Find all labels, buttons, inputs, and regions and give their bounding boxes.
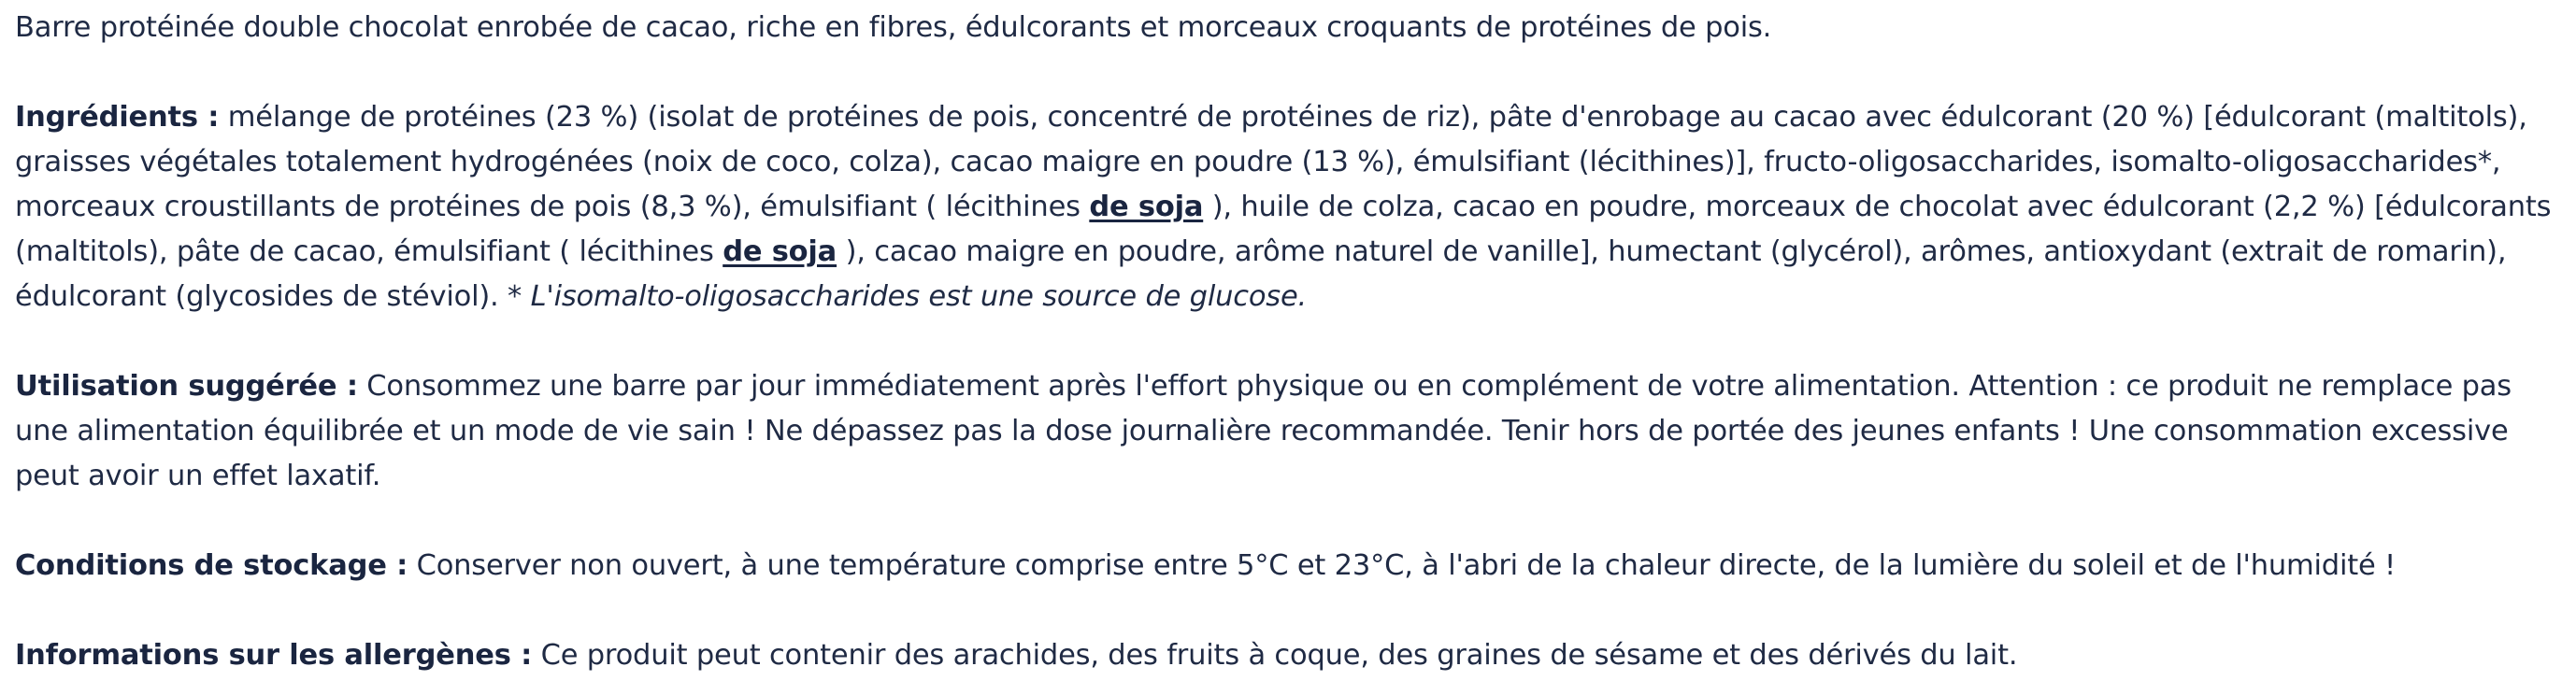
intro-text: Barre protéinée double chocolat enrobée de cacao, riche en fibres, édulcorants et morceaux croquants de protéines de pois.	[15, 11, 1772, 44]
intro-paragraph	[15, 6, 2572, 50]
product-description	[15, 6, 2572, 678]
ingredients-text: ), huile de colza, cacao en poudre, morceaux de chocolat avec édulcorant (2,2 %) [édulcorants (maltitols), pâte de cacao, émulsifiant ( lécithines	[15, 191, 2552, 268]
allergen-highlight-soja: de soja	[1089, 191, 1204, 223]
ingredients-paragraph	[15, 95, 2572, 319]
ingredients-label: Ingrédients :	[15, 101, 220, 134]
ingredients-text: ), cacao maigre en poudre, arôme naturel de vanille], humectant (glycérol), arômes, antioxydant (extrait de romarin), édulcorant (glycosides de stéviol). *	[15, 235, 2507, 313]
usage-paragraph	[15, 364, 2572, 499]
allergens-paragraph	[15, 633, 2572, 678]
storage-paragraph	[15, 544, 2572, 589]
storage-text: Conserver non ouvert, à une température comprise entre 5°C et 23°C, à l'abri de la chaleur directe, de la lumière du soleil et de l'humidité !	[408, 549, 2397, 582]
usage-label: Utilisation suggérée :	[15, 370, 358, 403]
usage-text: Consommez une barre par jour immédiatement après l'effort physique ou en complément de votre alimentation. Attention : ce produit ne remplace pas une alimentation équilibrée et un mode de vie sain ! Ne dépassez pas la dose journalière recommandée. Tenir hors de portée des jeunes enfants ! Une consommation excessive peut avoir un effet laxatif.	[15, 370, 2512, 492]
ingredients-footnote: L'isomalto-oligosaccharides est une source de glucose.	[530, 280, 1308, 313]
allergen-highlight-soja: de soja	[723, 235, 837, 268]
allergens-label: Informations sur les allergènes :	[15, 639, 533, 672]
storage-label: Conditions de stockage :	[15, 549, 408, 582]
allergens-text: Ce produit peut contenir des arachides, des fruits à coque, des graines de sésame et des dérivés du lait.	[532, 639, 2018, 672]
ingredients-text: mélange de protéines (23 %) (isolat de protéines de pois, concentré de protéines de riz), pâte d'enrobage au cacao avec édulcorant (20 %) [édulcorant (maltitols), graisses végétales totalement hydrogénées (noix de coco, colza), cacao maigre en poudre (13 %), émulsifiant (lécithines)], fructo-oligosaccharides, isomalto-oligosaccharides*, morceaux croustillants de protéines de pois (8,3 %), émulsifiant ( lécithines	[15, 101, 2527, 223]
